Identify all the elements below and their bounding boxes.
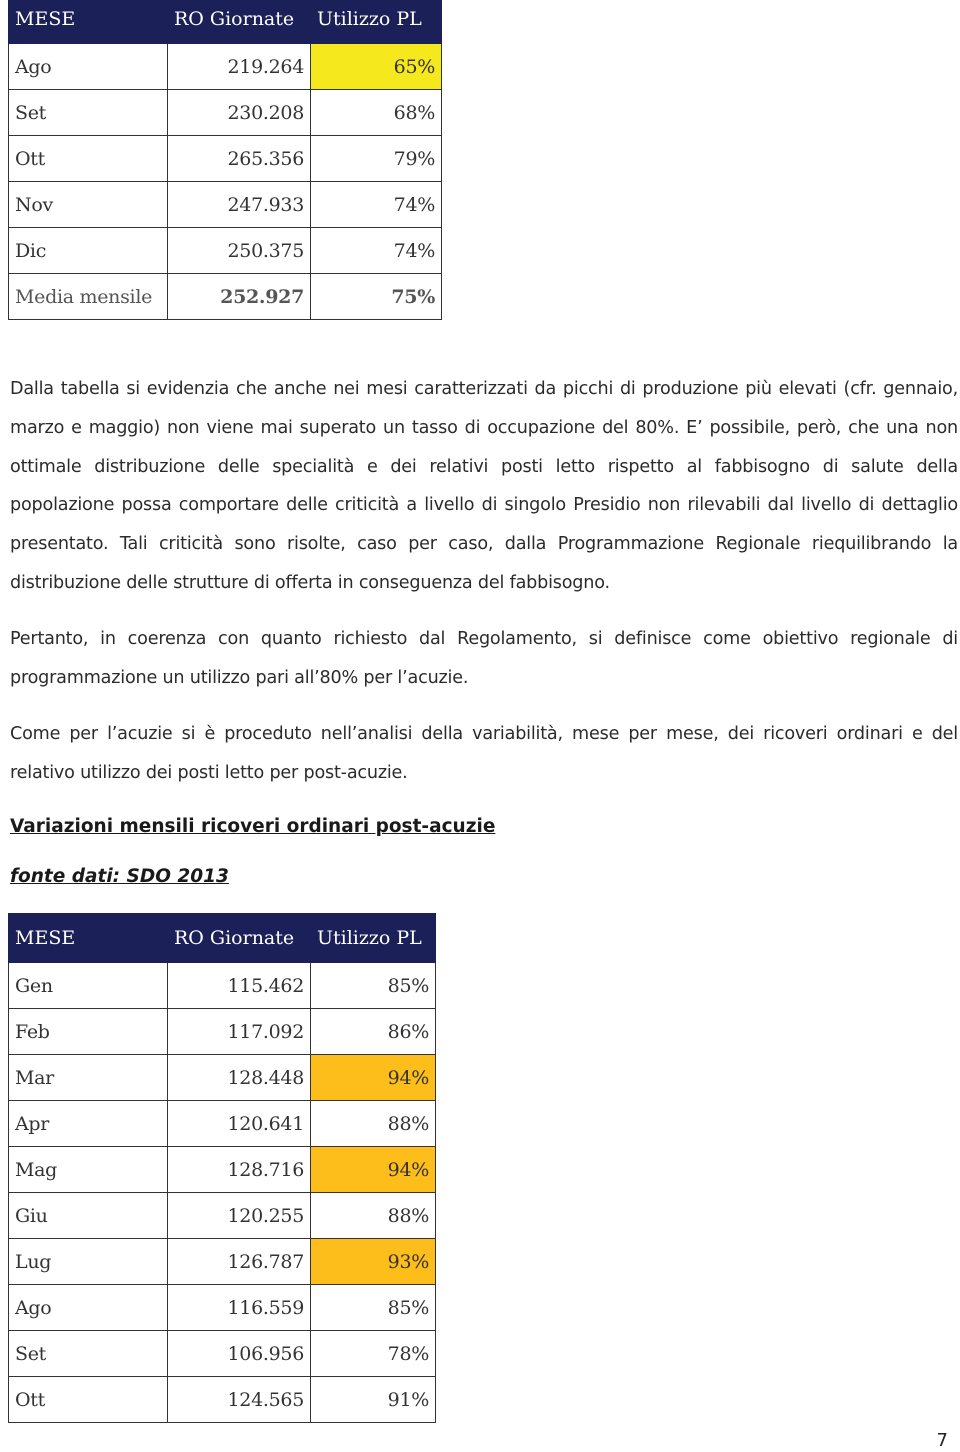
cell-utilizzo-pl: 75% — [311, 274, 442, 320]
cell-month: Lug — [9, 1239, 168, 1285]
cell-ro-giornate: 265.356 — [168, 136, 311, 182]
cell-utilizzo-pl: 68% — [311, 90, 442, 136]
cell-utilizzo-pl: 88% — [311, 1193, 436, 1239]
cell-ro-giornate: 219.264 — [168, 44, 311, 90]
table-row — [9, 182, 442, 228]
paragraph-post-acute-intro: Come per l’acuzie si è proceduto nell’analisi della variabilità, mese per mese, dei ricoveri ordinari e del relativo utilizzo dei posti letto per post-acuzie. — [10, 724, 958, 783]
table-row — [9, 1331, 436, 1377]
cell-utilizzo-pl: 85% — [311, 1285, 436, 1331]
cell-utilizzo-pl: 74% — [311, 228, 442, 274]
table-row — [9, 1193, 436, 1239]
cell-ro-giornate: 106.956 — [168, 1331, 311, 1377]
cell-ro-giornate: 126.787 — [168, 1239, 311, 1285]
table-row — [9, 44, 442, 90]
cell-ro-giornate: 124.565 — [168, 1377, 311, 1423]
table-row — [9, 1009, 436, 1055]
cell-month: Set — [9, 90, 168, 136]
paragraph-objective: Pertanto, in coerenza con quanto richiesto dal Regolamento, si definisce come obiettivo regionale di programmazione un utilizzo pari all’80% per l’acuzie. — [10, 629, 958, 688]
table-header-row — [9, 0, 442, 44]
cell-ro-giornate: 230.208 — [168, 90, 311, 136]
table-row — [9, 1055, 436, 1101]
cell-ro-giornate: 120.641 — [168, 1101, 311, 1147]
cell-month: Giu — [9, 1193, 168, 1239]
header-ro-giornate: RO Giornate — [168, 914, 311, 963]
cell-month: Dic — [9, 228, 168, 274]
table-post-acute-monthly — [8, 913, 436, 1423]
cell-month: Gen — [9, 963, 168, 1009]
table-row — [9, 1377, 436, 1423]
cell-utilizzo-pl: 86% — [311, 1009, 436, 1055]
cell-ro-giornate: 128.716 — [168, 1147, 311, 1193]
table-acute-monthly — [8, 0, 442, 320]
cell-ro-giornate: 252.927 — [168, 274, 311, 320]
cell-ro-giornate: 128.448 — [168, 1055, 311, 1101]
paragraph-analysis: Dalla tabella si evidenzia che anche nei mesi caratterizzati da picchi di produzione più elevati (cfr. gennaio, marzo e maggio) non viene mai superato un tasso di occupazione del 80%. E’ possibile, però, che una non ottimale distribuzione delle specialità e dei relativi posti letto rispetto al fabbisogno di salute della popolazione possa comportare delle criticità a livello di singolo Presidio non rilevabili dal livello di dettaglio presentato. Tali criticità sono risolte, caso per caso, dalla Programmazione Regionale riequilibrando la distribuzione delle strutture di offerta in conseguenza del fabbisogno. — [10, 379, 958, 593]
table-row — [9, 1239, 436, 1285]
header-mese: MESE — [9, 0, 168, 44]
table-row — [9, 1101, 436, 1147]
cell-utilizzo-pl: 74% — [311, 182, 442, 228]
table-row — [9, 1285, 436, 1331]
cell-month: Feb — [9, 1009, 168, 1055]
cell-month: Mag — [9, 1147, 168, 1193]
cell-month: Nov — [9, 182, 168, 228]
table-header-row — [9, 914, 436, 963]
table-row — [9, 1147, 436, 1193]
header-mese: MESE — [9, 914, 168, 963]
cell-ro-giornate: 116.559 — [168, 1285, 311, 1331]
cell-utilizzo-pl: 78% — [311, 1331, 436, 1377]
table-row — [9, 228, 442, 274]
page-number: 7 — [936, 1430, 948, 1451]
cell-utilizzo-pl: 88% — [311, 1101, 436, 1147]
cell-month: Mar — [9, 1055, 168, 1101]
section-title: Variazioni mensili ricoveri ordinari post-acuzie — [10, 816, 496, 837]
table-row — [9, 90, 442, 136]
cell-utilizzo-pl: 91% — [311, 1377, 436, 1423]
table-summary-row — [9, 274, 442, 320]
cell-month: Ago — [9, 44, 168, 90]
cell-month: Ago — [9, 1285, 168, 1331]
cell-utilizzo-pl: 79% — [311, 136, 442, 182]
cell-ro-giornate: 120.255 — [168, 1193, 311, 1239]
header-utilizzo-pl: Utilizzo PL — [311, 914, 436, 963]
cell-ro-giornate: 250.375 — [168, 228, 311, 274]
cell-month: Set — [9, 1331, 168, 1377]
cell-utilizzo-pl: 94% — [311, 1055, 436, 1101]
cell-month: Ott — [9, 1377, 168, 1423]
header-utilizzo-pl: Utilizzo PL — [311, 0, 442, 44]
table-row — [9, 963, 436, 1009]
cell-utilizzo-pl: 65% — [311, 44, 442, 90]
cell-ro-giornate: 247.933 — [168, 182, 311, 228]
cell-utilizzo-pl: 94% — [311, 1147, 436, 1193]
cell-month: Media mensile — [9, 274, 168, 320]
table-row — [9, 136, 442, 182]
cell-utilizzo-pl: 85% — [311, 963, 436, 1009]
cell-month: Apr — [9, 1101, 168, 1147]
cell-ro-giornate: 115.462 — [168, 963, 311, 1009]
header-ro-giornate: RO Giornate — [168, 0, 311, 44]
cell-ro-giornate: 117.092 — [168, 1009, 311, 1055]
cell-month: Ott — [9, 136, 168, 182]
source-label: fonte dati: SDO 2013 — [10, 866, 229, 887]
cell-utilizzo-pl: 93% — [311, 1239, 436, 1285]
